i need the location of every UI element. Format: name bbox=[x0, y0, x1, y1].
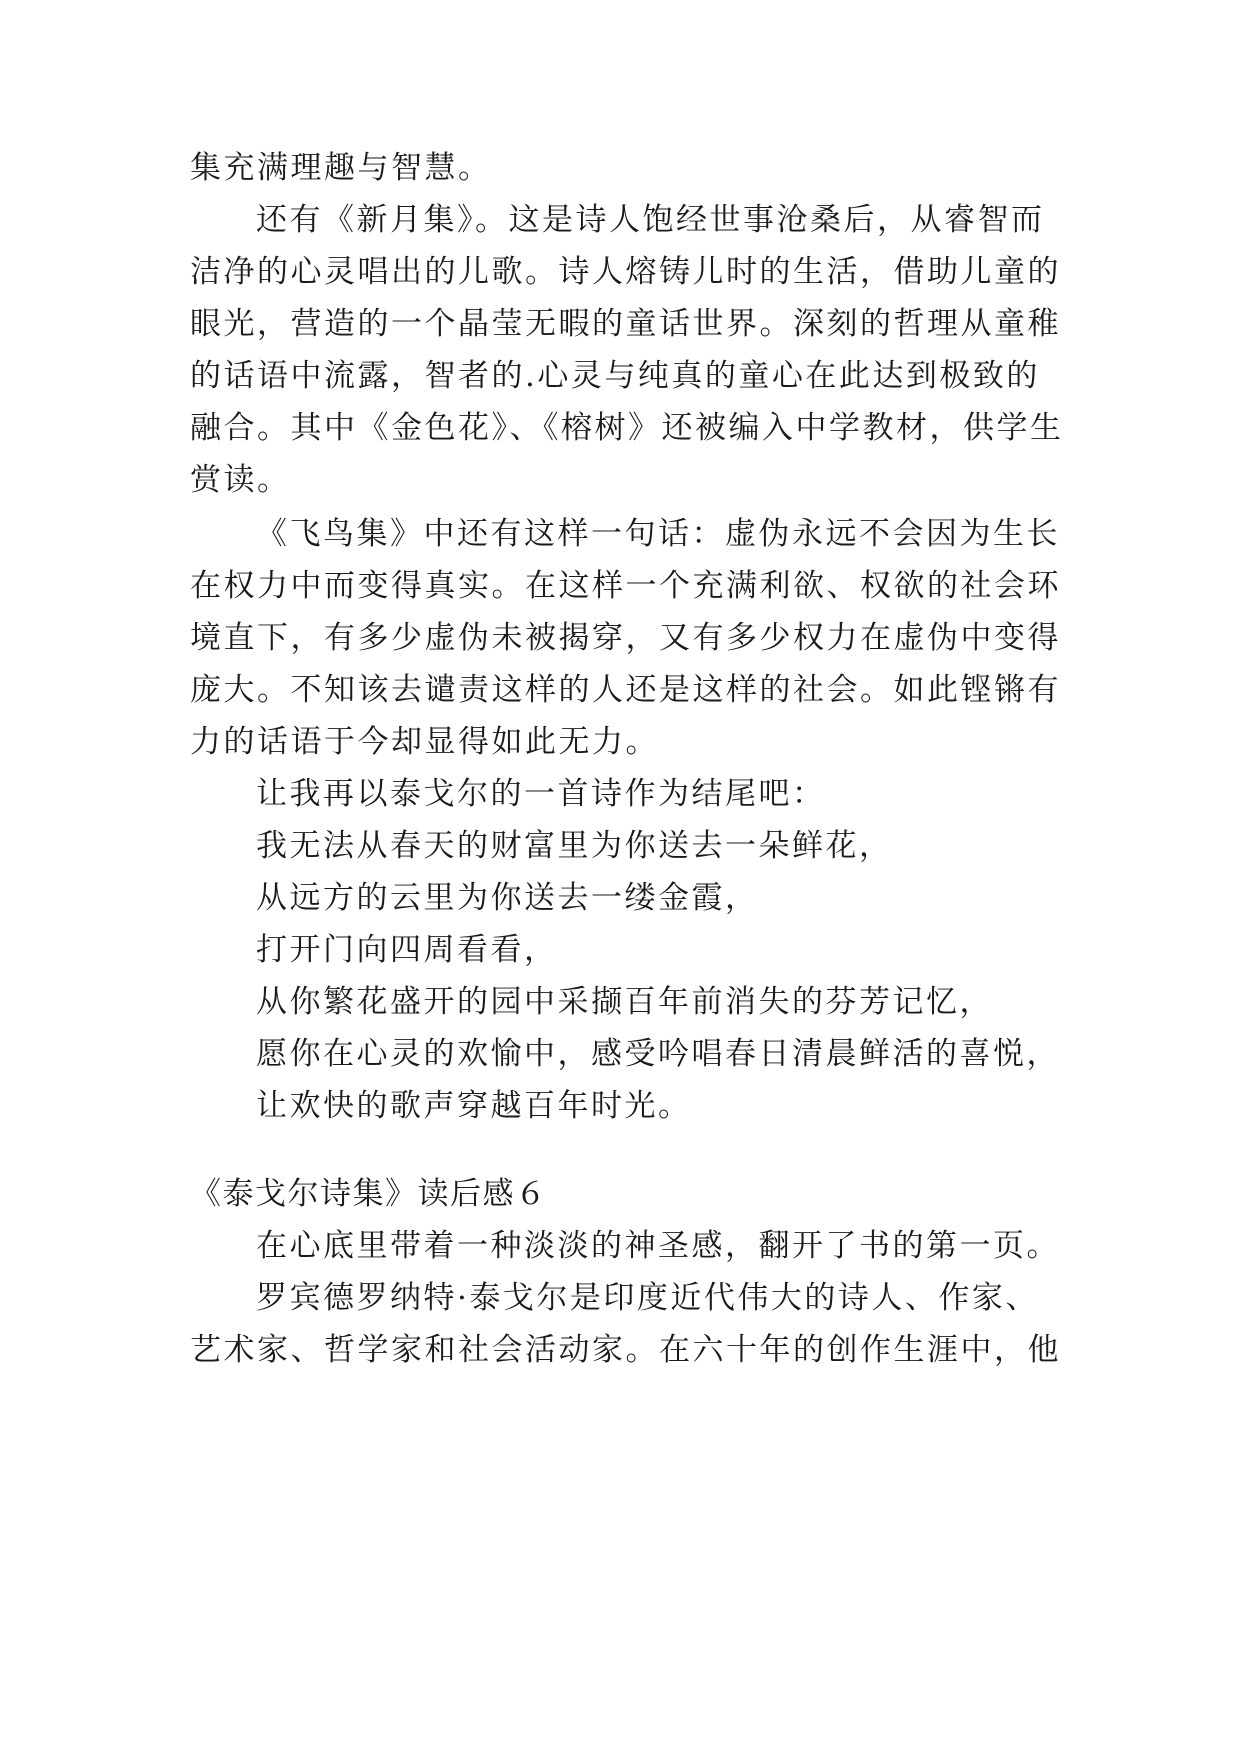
paragraph-line: 罗宾德罗纳特·泰戈尔是印度近代伟大的诗人、作家、 bbox=[256, 1280, 1039, 1316]
paragraph-line: 庞大。不知该去谴责这样的人还是这样的社会。如此铿锵有 bbox=[190, 672, 1061, 708]
section-heading: 《泰戈尔诗集》读后感６ bbox=[190, 1176, 548, 1212]
poem-line: 打开门向四周看看， bbox=[256, 932, 558, 968]
paragraph-line: 还有《新月集》。这是诗人饱经世事沧桑后，从睿智而 bbox=[256, 202, 1045, 238]
paragraph-line: 融合。其中《金色花》、《榕树》还被编入中学教材，供学生 bbox=[190, 410, 1064, 446]
poem-line: 从你繁花盛开的园中采撷百年前消失的芬芳记忆， bbox=[256, 984, 993, 1020]
paragraph-line: 艺术家、哲学家和社会活动家。在六十年的创作生涯中，他 bbox=[190, 1332, 1061, 1368]
paragraph-line: 集充满理趣与智慧。 bbox=[190, 150, 492, 186]
poem-line: 让欢快的歌声穿越百年时光。 bbox=[256, 1088, 692, 1124]
poem-line: 我无法从春天的财富里为你送去一朵鲜花， bbox=[256, 828, 893, 864]
paragraph-line: 力的话语于今却显得如此无力。 bbox=[190, 724, 659, 760]
paragraph-line: 在心底里带着一种淡淡的神圣感，翻开了书的第一页。 bbox=[256, 1228, 1060, 1264]
paragraph-line: 洁净的心灵唱出的儿歌。诗人熔铸儿时的生活，借助儿童的 bbox=[190, 254, 1061, 290]
paragraph-line: 眼光，营造的一个晶莹无暇的童话世界。深刻的哲理从童稚 bbox=[190, 306, 1061, 342]
poem-line: 愿你在心灵的欢愉中，感受吟唱春日清晨鲜活的喜悦， bbox=[256, 1036, 1060, 1072]
paragraph-line: 赏读。 bbox=[190, 462, 291, 498]
paragraph-line: 的话语中流露，智者的.心灵与纯真的童心在此达到极致的 bbox=[190, 358, 1040, 394]
paragraph-line: 境直下，有多少虚伪未被揭穿，又有多少权力在虚伪中变得 bbox=[190, 620, 1061, 656]
poem-line: 从远方的云里为你送去一缕金霞， bbox=[256, 880, 759, 916]
paragraph-line: 《飞鸟集》中还有这样一句话：虚伪永远不会因为生长 bbox=[256, 516, 1060, 552]
paragraph-line: 在权力中而变得真实。在这样一个充满利欲、权欲的社会环 bbox=[190, 568, 1061, 604]
paragraph-line: 让我再以泰戈尔的一首诗作为结尾吧： bbox=[256, 776, 826, 812]
